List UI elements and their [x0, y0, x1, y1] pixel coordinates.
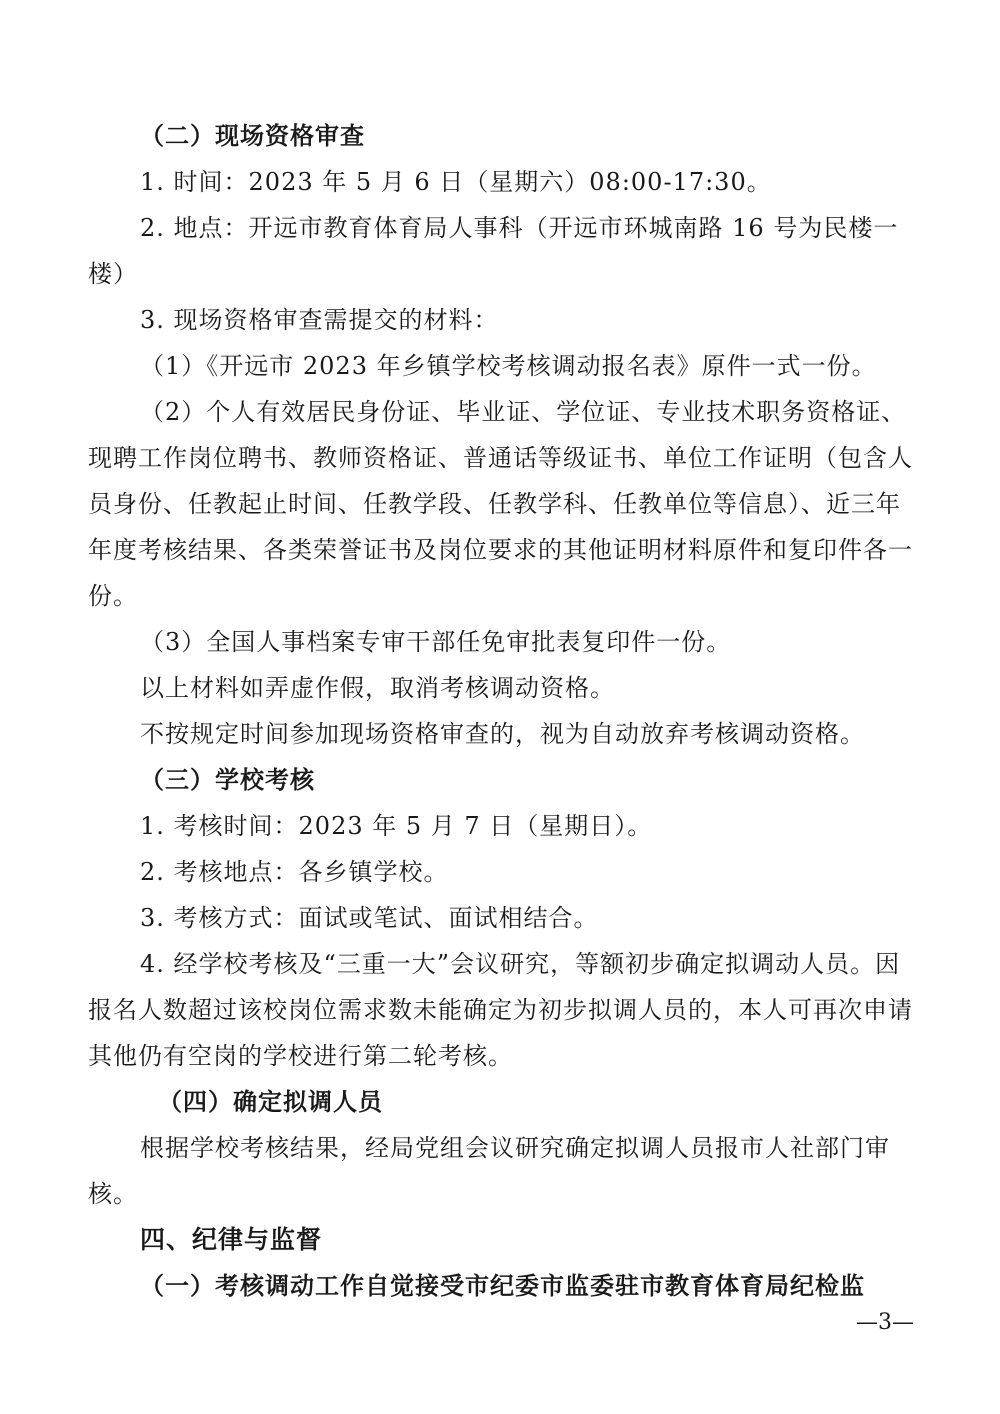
- paragraph-fraud-notice: 以上材料如弄虚作假，取消考核调动资格。: [140, 674, 615, 702]
- paragraph-absence-notice: 不按规定时间参加现场资格审查的，视为自动放弃考核调动资格。: [140, 720, 865, 748]
- paragraph-assessment-location: 2. 考核地点：各乡镇学校。: [140, 858, 449, 886]
- paragraph-review-location: 2. 地点：开远市教育体育局人事科（开远市环城南路 16 号为民楼一楼）: [88, 214, 899, 288]
- paragraph-assessment-method: 3. 考核方式：面试或笔试、面试相结合。: [140, 904, 599, 932]
- subheading-onsite-review: （二）现场资格审查: [140, 121, 365, 150]
- subheading-school-assessment: （三）学校考核: [140, 765, 315, 794]
- paragraph-assessment-decision: 4. 经学校考核及“三重一大”会议研究，等额初步确定拟调动人员。因报名人数超过该校岗位需求数未能确定为初步拟调人员的，本人可再次申请其他仍有空岗的学校进行第二轮考核。: [88, 950, 913, 1070]
- paragraph-supervision: （一）考核调动工作自觉接受市纪委市监委驻市教育体育局纪检监: [140, 1271, 865, 1300]
- paragraph-material-3: （3）全国人事档案专审干部任免审批表复印件一份。: [140, 628, 732, 656]
- page-number: —3—: [856, 1310, 914, 1335]
- subheading-confirm-personnel: （四）确定拟调人员: [158, 1087, 383, 1116]
- section-heading-discipline: 四、纪律与监督: [140, 1225, 323, 1254]
- paragraph-materials-intro: 3. 现场资格审查需提交的材料：: [140, 306, 499, 334]
- paragraph-confirm-personnel: 根据学校考核结果，经局党组会议研究确定拟调人员报市人社部门审核。: [88, 1134, 890, 1208]
- paragraph-material-2: （2）个人有效居民身份证、毕业证、学位证、专业技术职务资格证、现聘工作岗位聘书、教师资格证、普通话等级证书、单位工作证明（包含人员身份、任教起止时间、任教学段、任教学科、任教单位等信息）、近三年年度考核结果、各类荣誉证书及岗位要求的其他证明材料原件和复印件各一份。: [88, 398, 913, 610]
- paragraph-assessment-time: 1. 考核时间：2023 年 5 月 7 日（星期日）。: [140, 812, 653, 840]
- paragraph-material-1: （1）《开远市 2023 年乡镇学校考核调动报名表》原件一式一份。: [140, 352, 877, 380]
- paragraph-review-time: 1. 时间：2023 年 5 月 6 日（星期六）08:00-17:30。: [140, 168, 772, 196]
